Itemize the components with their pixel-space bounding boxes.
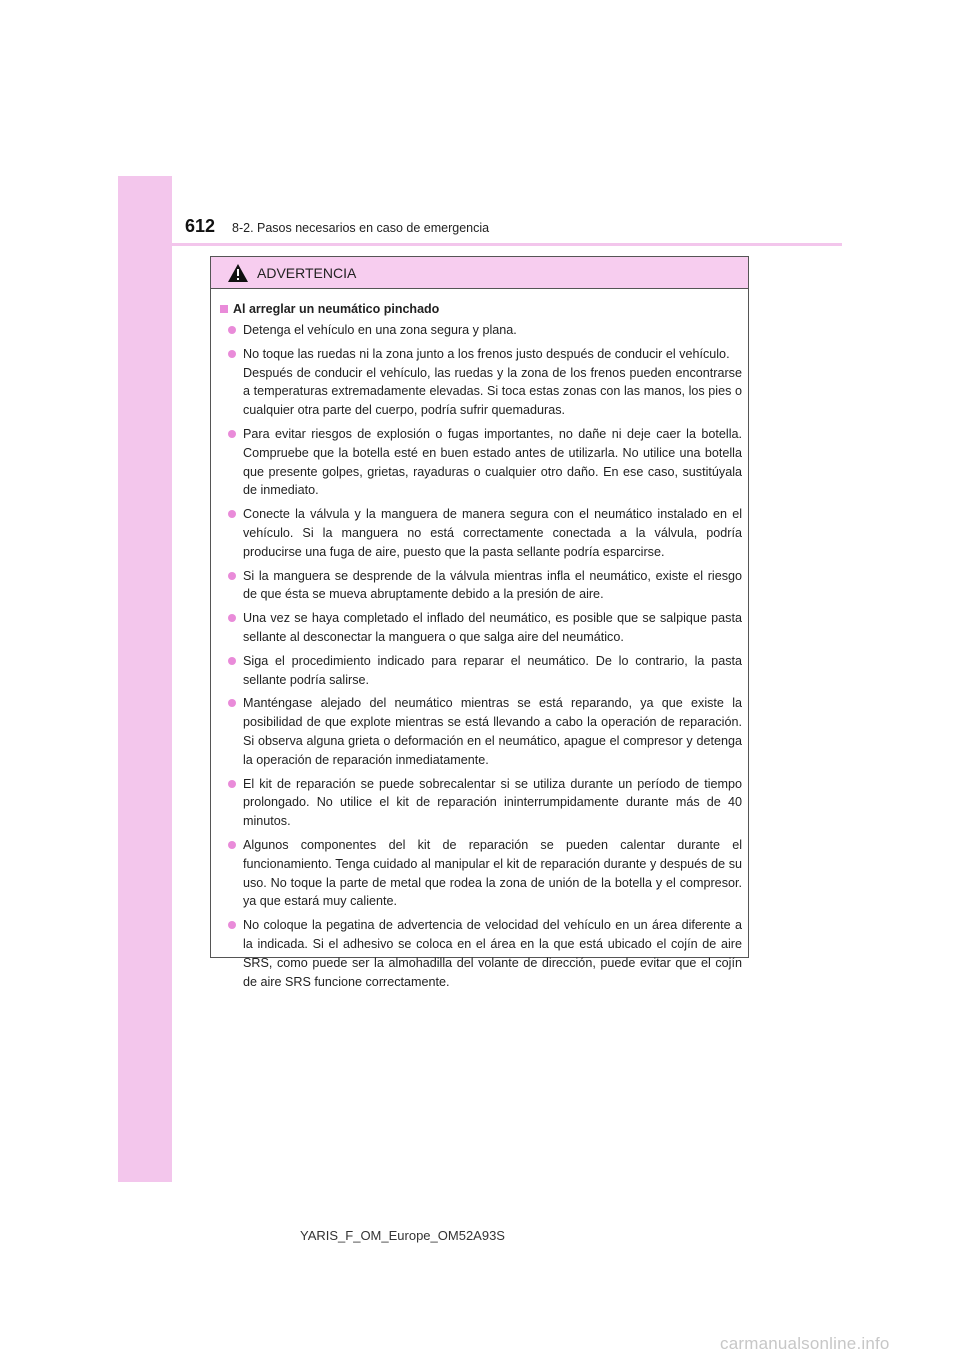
warning-triangle-icon	[227, 263, 249, 283]
bullet-icon	[228, 841, 236, 849]
bullet-icon	[228, 430, 236, 438]
bullet-icon	[228, 350, 236, 358]
warning-item	[228, 775, 742, 831]
bullet-icon	[228, 921, 236, 929]
warning-box	[210, 256, 749, 989]
header-divider	[172, 243, 842, 246]
warning-item-text: Una vez se haya completado el inflado del neumático, es posible que se salpique pasta sellante al desconectar la manguera o que salga aire del neumático.	[243, 611, 742, 644]
watermark: carmanualsonline.info	[720, 1334, 890, 1353]
warning-item	[228, 345, 742, 420]
warning-item	[228, 609, 742, 647]
warning-item	[228, 916, 742, 991]
warning-item-text: No coloque la pegatina de advertencia de velocidad del vehículo en un área diferente a la indicada. Si el adhesivo se coloca en el área en la que está ubicado el cojín de aire SRS, como puede ser la almohadilla del volante de dirección, puede evitar que el cojín de aire SRS funcione correctamente.	[243, 918, 742, 989]
warning-item	[228, 694, 742, 769]
warning-item-text: Para evitar riesgos de explosión o fugas importantes, no dañe ni deje caer la botella. Compruebe que la botella esté en buen estado antes de utilizarla. No utilice una botella que presente golpes, grietas, rayaduras o cualquier otro daño. En ese caso, sustitúyala de inmediato.	[243, 426, 742, 498]
warning-heading-text: Al arreglar un neumático pinchado	[233, 302, 440, 316]
document-code: YARIS_F_OM_Europe_OM52A93S	[300, 1228, 505, 1243]
warning-item-text: Algunos componentes del kit de reparación se pueden calentar durante el funcionamiento. Tenga cuidado al manipular el kit de reparación durante y después de su uso. No toque la parte de metal que rodea la zona de unión de la botella y el compresor. ya que estará muy caliente.	[243, 837, 742, 909]
warning-item-text: Detenga el vehículo en una zona segura y plana.	[243, 323, 517, 337]
warning-item-text: Siga el procedimiento indicado para reparar el neumático. De lo contrario, la pasta sellante podría salirse.	[243, 653, 742, 687]
warning-heading	[220, 302, 742, 316]
warning-item-text: El kit de reparación se puede sobrecalentar si se utiliza durante un período de tiempo prolongado. No utilice el kit de reparación ininterrumpidamente durante más de 40 minutos.	[243, 776, 742, 829]
bullet-icon	[228, 614, 236, 622]
warning-body	[211, 289, 748, 991]
warning-item	[228, 652, 742, 690]
section-title: 8-2. Pasos necesarios en caso de emergencia	[232, 221, 490, 235]
bullet-icon	[228, 780, 236, 788]
bullet-icon	[228, 657, 236, 665]
warning-item-text: No toque las ruedas ni la zona junto a los frenos justo después de conducir el vehículo. Después de conducir el vehículo, las ruedas y la zona de los frenos pueden encontrarse a temperaturas extremadamente elevadas. Si toca estas zonas con las manos, los pies o cualquier otra parte del cuerpo, podría sufrir quemaduras.	[243, 346, 742, 418]
warning-item-text: Manténgase alejado del neumático mientras se está reparando, ya que existe la posibilidad de que explote mientras se está llevando a cabo la operación de reparación. Si observa alguna grieta o deformación en el neumático, apague el compresor y detenga la operación de reparación inmediatamente.	[243, 696, 742, 767]
bullet-icon	[228, 572, 236, 580]
warning-item	[228, 321, 742, 340]
bullet-icon	[228, 699, 236, 707]
warning-header	[211, 257, 748, 289]
bullet-icon	[228, 510, 236, 518]
warning-item	[228, 505, 742, 561]
warning-item-text: Si la manguera se desprende de la válvula mientras infla el neumático, existe el riesgo de que ésta se mueva abruptamente debido a la presión de aire.	[243, 568, 742, 602]
warning-item	[228, 836, 742, 911]
warning-item	[228, 567, 742, 605]
warning-label: ADVERTENCIA	[257, 264, 357, 281]
warning-item-text: Conecte la válvula y la manguera de manera segura con el neumático instalado en el vehículo. Si la manguera no está correctamente conectada a la válvula, podría producirse una fuga de aire, puesto que la pasta sellante podría esparcirse.	[243, 507, 742, 559]
page-number: 612	[185, 216, 216, 236]
side-color-band	[118, 176, 172, 1182]
square-bullet-icon	[220, 305, 228, 313]
warning-item	[228, 425, 742, 500]
bullet-icon	[228, 326, 236, 334]
